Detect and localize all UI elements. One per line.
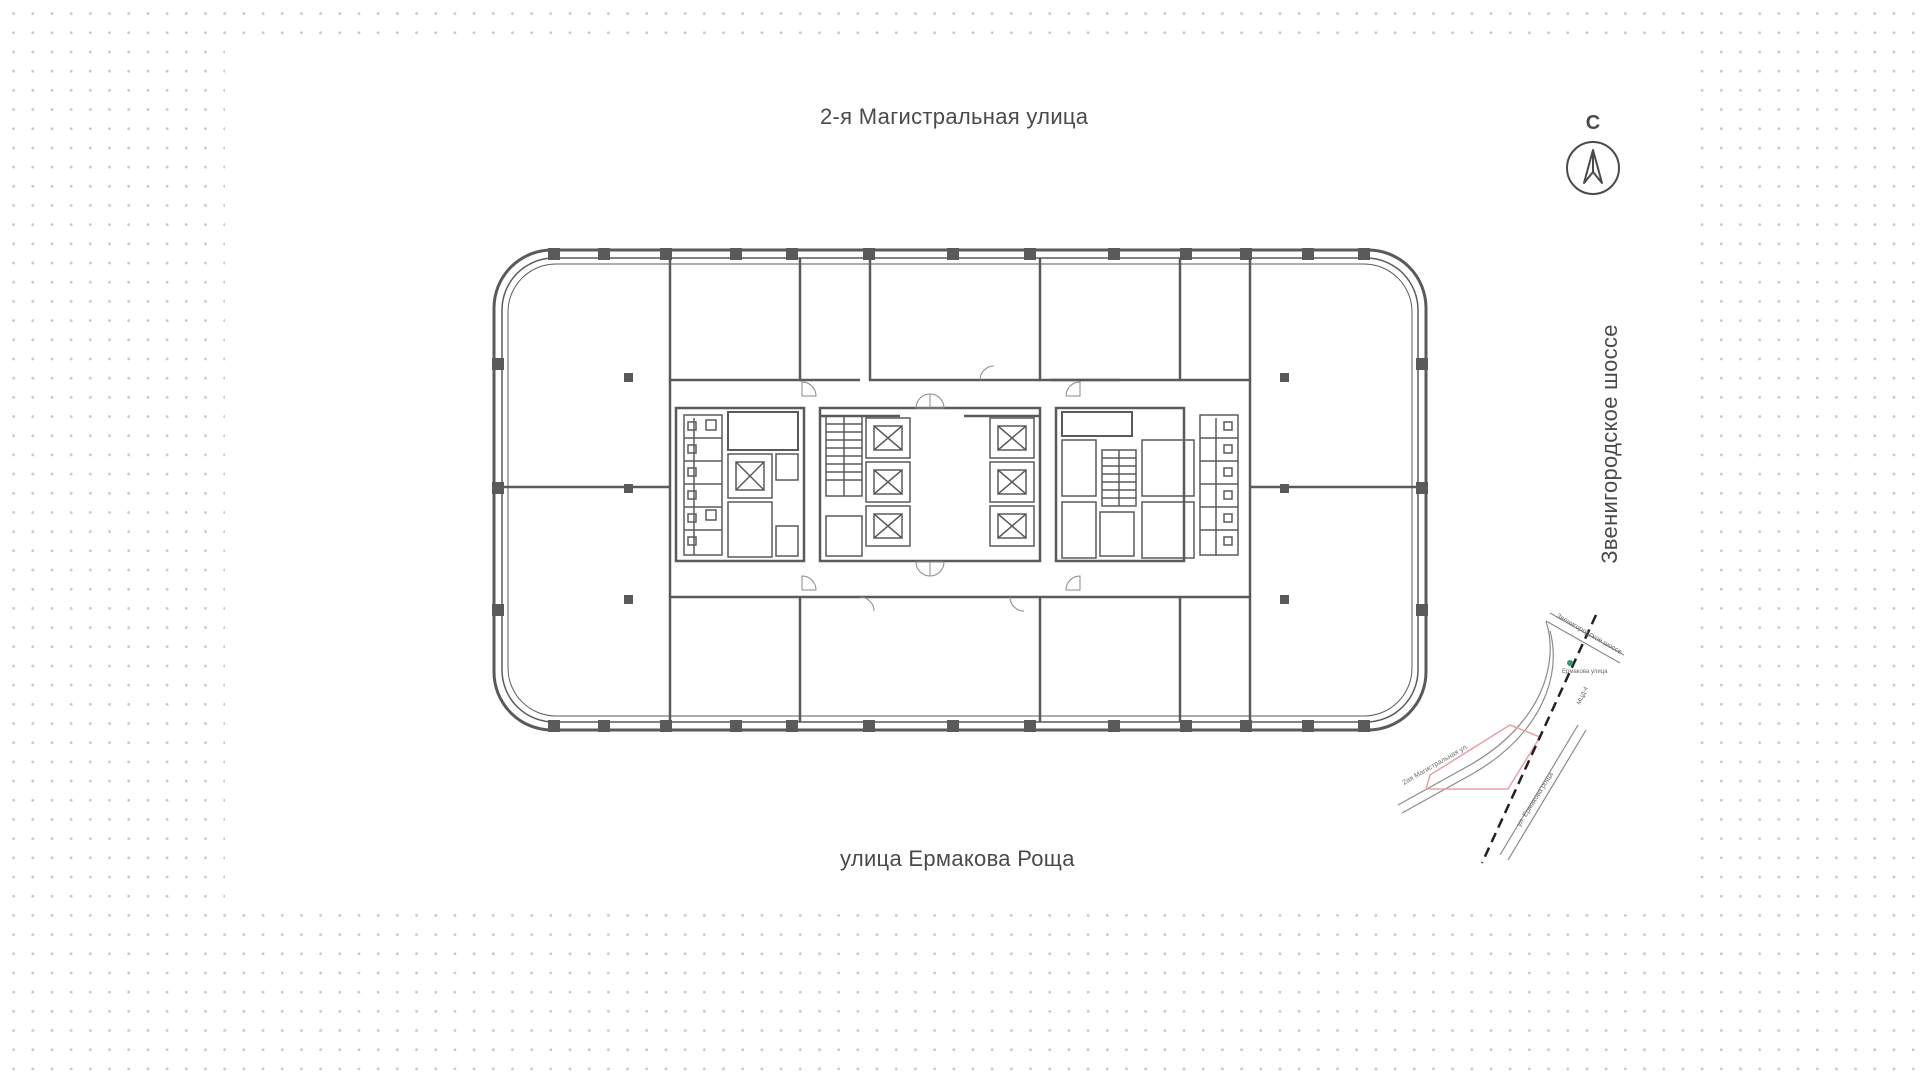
floor-plan bbox=[480, 240, 1440, 740]
core-right-rooms bbox=[1062, 412, 1238, 558]
minimap-railway bbox=[1482, 615, 1596, 863]
north-compass bbox=[1563, 112, 1623, 202]
core-center bbox=[820, 416, 1040, 556]
minimap-left-road-label: 2ая Магистральная ул. bbox=[1401, 743, 1470, 787]
street-label-south: улица Ермакова Роща bbox=[840, 846, 1075, 871]
core-outline bbox=[676, 408, 1216, 561]
minimap-mcd-label: МЦД-4 bbox=[1576, 686, 1590, 706]
minimap-top-road-label: Звенигородское шоссе bbox=[1555, 612, 1623, 656]
minimap-roads bbox=[1398, 613, 1624, 860]
partition-walls bbox=[504, 258, 1416, 722]
street-label-east: Звенигородское шоссе bbox=[1597, 324, 1622, 564]
north-letter: С bbox=[1585, 112, 1601, 134]
metro-icon bbox=[1567, 660, 1573, 666]
street-label-north: 2-я Магистральная улица bbox=[820, 104, 1089, 129]
location-minimap bbox=[1390, 605, 1650, 865]
core-left-rooms bbox=[684, 412, 798, 557]
minimap-metro-label: Ермакова улица bbox=[1562, 669, 1608, 675]
minimap-right-road-label: ул. Ермакова роща bbox=[1515, 771, 1555, 829]
facade-columns bbox=[492, 248, 1428, 732]
